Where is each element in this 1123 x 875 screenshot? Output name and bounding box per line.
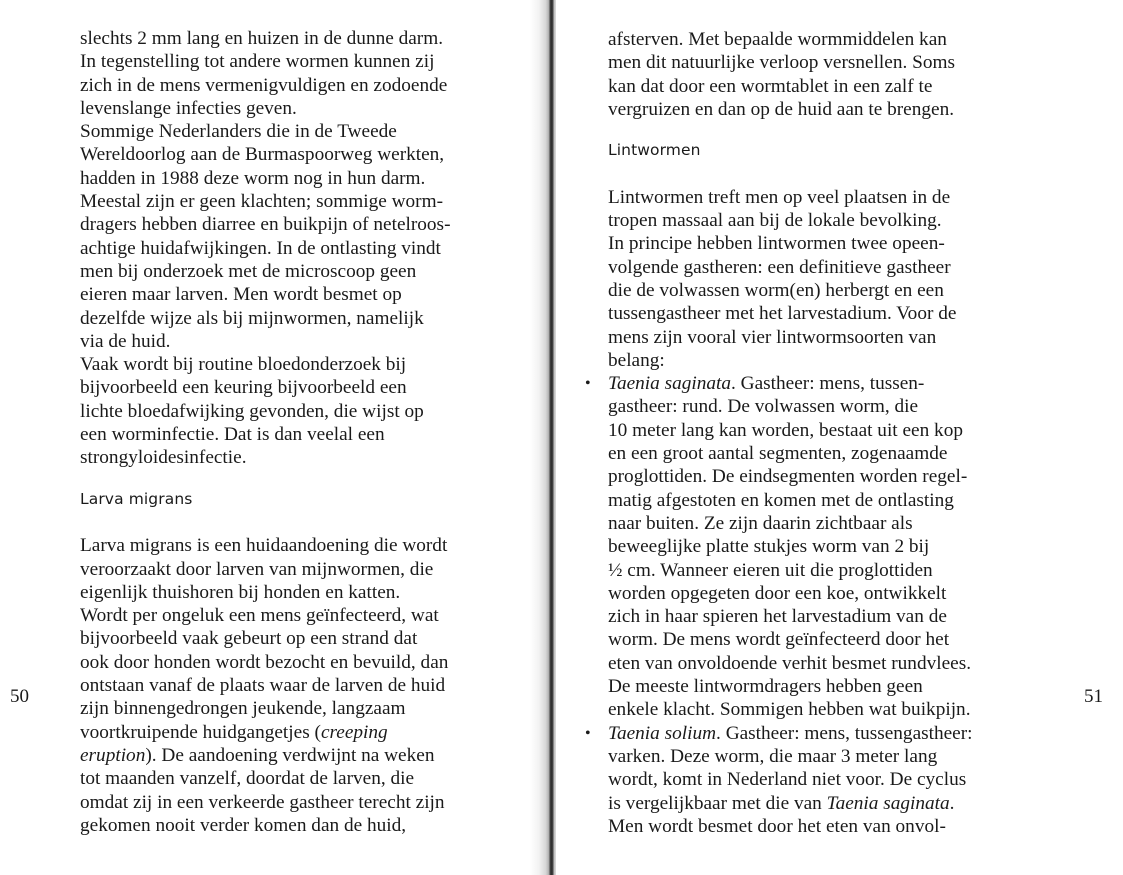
text-line: Sommige Nederlanders die in de Tweede (80, 121, 397, 143)
text-line: via de huid. (80, 330, 171, 352)
text-line: Larva migrans is een huidaandoening die wordt (80, 535, 448, 557)
left-text-column (80, 27, 451, 837)
text-line: lichte bloedafwijking gevonden, die wijst op (80, 400, 424, 422)
text-line: kan dat door een wormtablet in een zalf te (608, 75, 933, 97)
text-line: gastheer: rund. De volwassen worm, die (608, 396, 919, 418)
right-paragraph-1 (608, 28, 973, 121)
text-line (608, 722, 973, 745)
text-line: belang: (608, 349, 665, 371)
text-line: eten van onvoldoende verhit besmet rundvlees. (608, 652, 972, 674)
text-line: en een groot aantal segmenten, zogenaamde (608, 443, 948, 465)
text-line: Wereldoorlog aan de Burmaspoorweg werkten, (80, 144, 445, 166)
text-line: tropen massaal aan bij de lokale bevolking. (608, 210, 942, 232)
text-run: voortkruipende huidgangetjes ( (80, 721, 321, 743)
italic-term: Taenia saginata (826, 792, 950, 814)
text-line: men dit natuurlijke verloop versnellen. Soms (608, 52, 955, 74)
text-line: ook door honden wordt bezocht en bevuild, dan (80, 651, 449, 673)
text-line: hadden in 1988 deze worm nog in hun darm. (80, 167, 426, 189)
left-page (0, 0, 548, 875)
text-line: levenslange infecties geven. (80, 97, 297, 119)
text-run: . (949, 792, 955, 814)
page-number-left: 50 (10, 686, 29, 707)
text-line: men bij onderzoek met de microscoop geen (80, 260, 417, 282)
bullet-item-taenia-saginata (608, 372, 973, 721)
text-line: volgende gastheren: een definitieve gastheer (608, 256, 951, 278)
text-run: ). De aandoening verdwijnt na weken (145, 744, 435, 766)
text-line: matig afgestoten en komen met de ontlasting (608, 489, 954, 511)
text-line: Meestal zijn er geen klachten; sommige worm- (80, 191, 444, 213)
text-line: een worminfectie. Dat is dan veelal een (80, 424, 385, 446)
text-line: varken. Deze worm, die maar 3 meter lang (608, 745, 938, 767)
text-line: zich in de mens vermenigvuldigen en zodoende (80, 74, 448, 96)
italic-term: creeping (320, 721, 388, 743)
text-line: omdat zij in een verkeerde gastheer terecht zijn (80, 791, 445, 813)
text-line: beweeglijke platte stukjes worm van 2 bij (608, 536, 930, 558)
text-line: eieren maar larven. Men wordt besmet op (80, 284, 402, 306)
text-line: ½ cm. Wanneer eieren uit die proglottiden (608, 559, 933, 581)
right-text-column (608, 28, 973, 838)
text-line: In tegenstelling tot andere wormen kunnen zij (80, 51, 435, 73)
text-line: enkele klacht. Sommigen hebben wat buikpijn. (608, 699, 971, 721)
text-line: Lintwormen treft men op veel plaatsen in de (608, 186, 951, 208)
text-line (80, 721, 451, 744)
italic-term: Taenia solium (608, 722, 717, 744)
text-line: tot maanden vanzelf, doordat de larven, die (80, 768, 415, 790)
text-line (608, 372, 973, 395)
text-line: worm. De mens wordt geïnfecteerd door het (608, 629, 950, 651)
text-line: bijvoorbeeld vaak gebeurt op een strand dat (80, 628, 418, 650)
text-run: is vergelijkbaar met die van (608, 792, 827, 814)
text-line: slechts 2 mm lang en huizen in de dunne darm. (80, 28, 444, 49)
text-run: . Gastheer: mens, tussengastheer: (716, 722, 973, 744)
section-heading-larva-migrans: Larva migrans (80, 489, 193, 508)
text-line: mens zijn vooral vier lintwormsoorten van (608, 326, 937, 348)
left-paragraph-1 (80, 27, 451, 470)
italic-term: eruption (80, 744, 146, 766)
text-line: Wordt per ongeluk een mens geïnfecteerd, wat (80, 605, 439, 627)
text-run: . Gastheer: mens, tussen- (731, 373, 925, 395)
text-line: gekomen nooit verder komen dan de huid, (80, 814, 407, 836)
text-line: ontstaan vanaf de plaats waar de larven de huid (80, 675, 446, 697)
page-number-right: 51 (1084, 686, 1103, 707)
text-line (608, 792, 973, 815)
text-line: dragers hebben diarree en buikpijn of netelroos- (80, 214, 451, 236)
text-line: vergruizen en dan op de huid aan te brengen. (608, 98, 955, 120)
text-line: achtige huidafwijkingen. In de ontlasting vindt (80, 237, 441, 259)
text-line: De meeste lintwormdragers hebben geen (608, 676, 923, 698)
text-line: zijn binnengedrongen jeukende, langzaam (80, 698, 406, 720)
text-line: 10 meter lang kan worden, bestaat uit een kop (608, 419, 963, 441)
text-line: zich in haar spieren het larvestadium van de (608, 606, 947, 628)
text-line: dezelfde wijze als bij mijnwormen, namelijk (80, 307, 424, 329)
text-line: worden opgegeten door een koe, ontwikkelt (608, 582, 947, 604)
text-line: veroorzaakt door larven van mijnwormen, die (80, 558, 434, 580)
italic-term: Taenia saginata (608, 373, 732, 395)
section-heading-lintwormen: Lintwormen (608, 141, 701, 160)
text-line: wordt, komt in Nederland niet voor. De cyclus (608, 769, 967, 791)
right-page (556, 0, 1123, 875)
left-paragraph-2 (80, 534, 451, 837)
text-line: bijvoorbeeld een keuring bijvoorbeeld een (80, 377, 407, 399)
text-line: In principe hebben lintwormen twee opeen- (608, 233, 945, 255)
text-line: Men wordt besmet door het eten van onvol- (608, 815, 946, 837)
bullet-item-taenia-solium (608, 722, 973, 838)
text-line: strongyloidesinfectie. (80, 447, 247, 469)
text-line: tussengastheer met het larvestadium. Voor de (608, 303, 957, 325)
text-line: die de volwassen worm(en) herbergt en een (608, 279, 944, 301)
text-line: eigenlijk thuishoren bij honden en katten. (80, 581, 401, 603)
text-line: Vaak wordt bij routine bloedonderzoek bij (80, 354, 407, 376)
text-line: proglottiden. De eindsegmenten worden regel- (608, 466, 968, 488)
text-line: afsterven. Met bepaalde wormmiddelen kan (608, 29, 947, 50)
text-line (80, 744, 451, 767)
text-line: naar buiten. Ze zijn daarin zichtbaar als (608, 512, 913, 534)
right-paragraph-2 (608, 186, 973, 372)
